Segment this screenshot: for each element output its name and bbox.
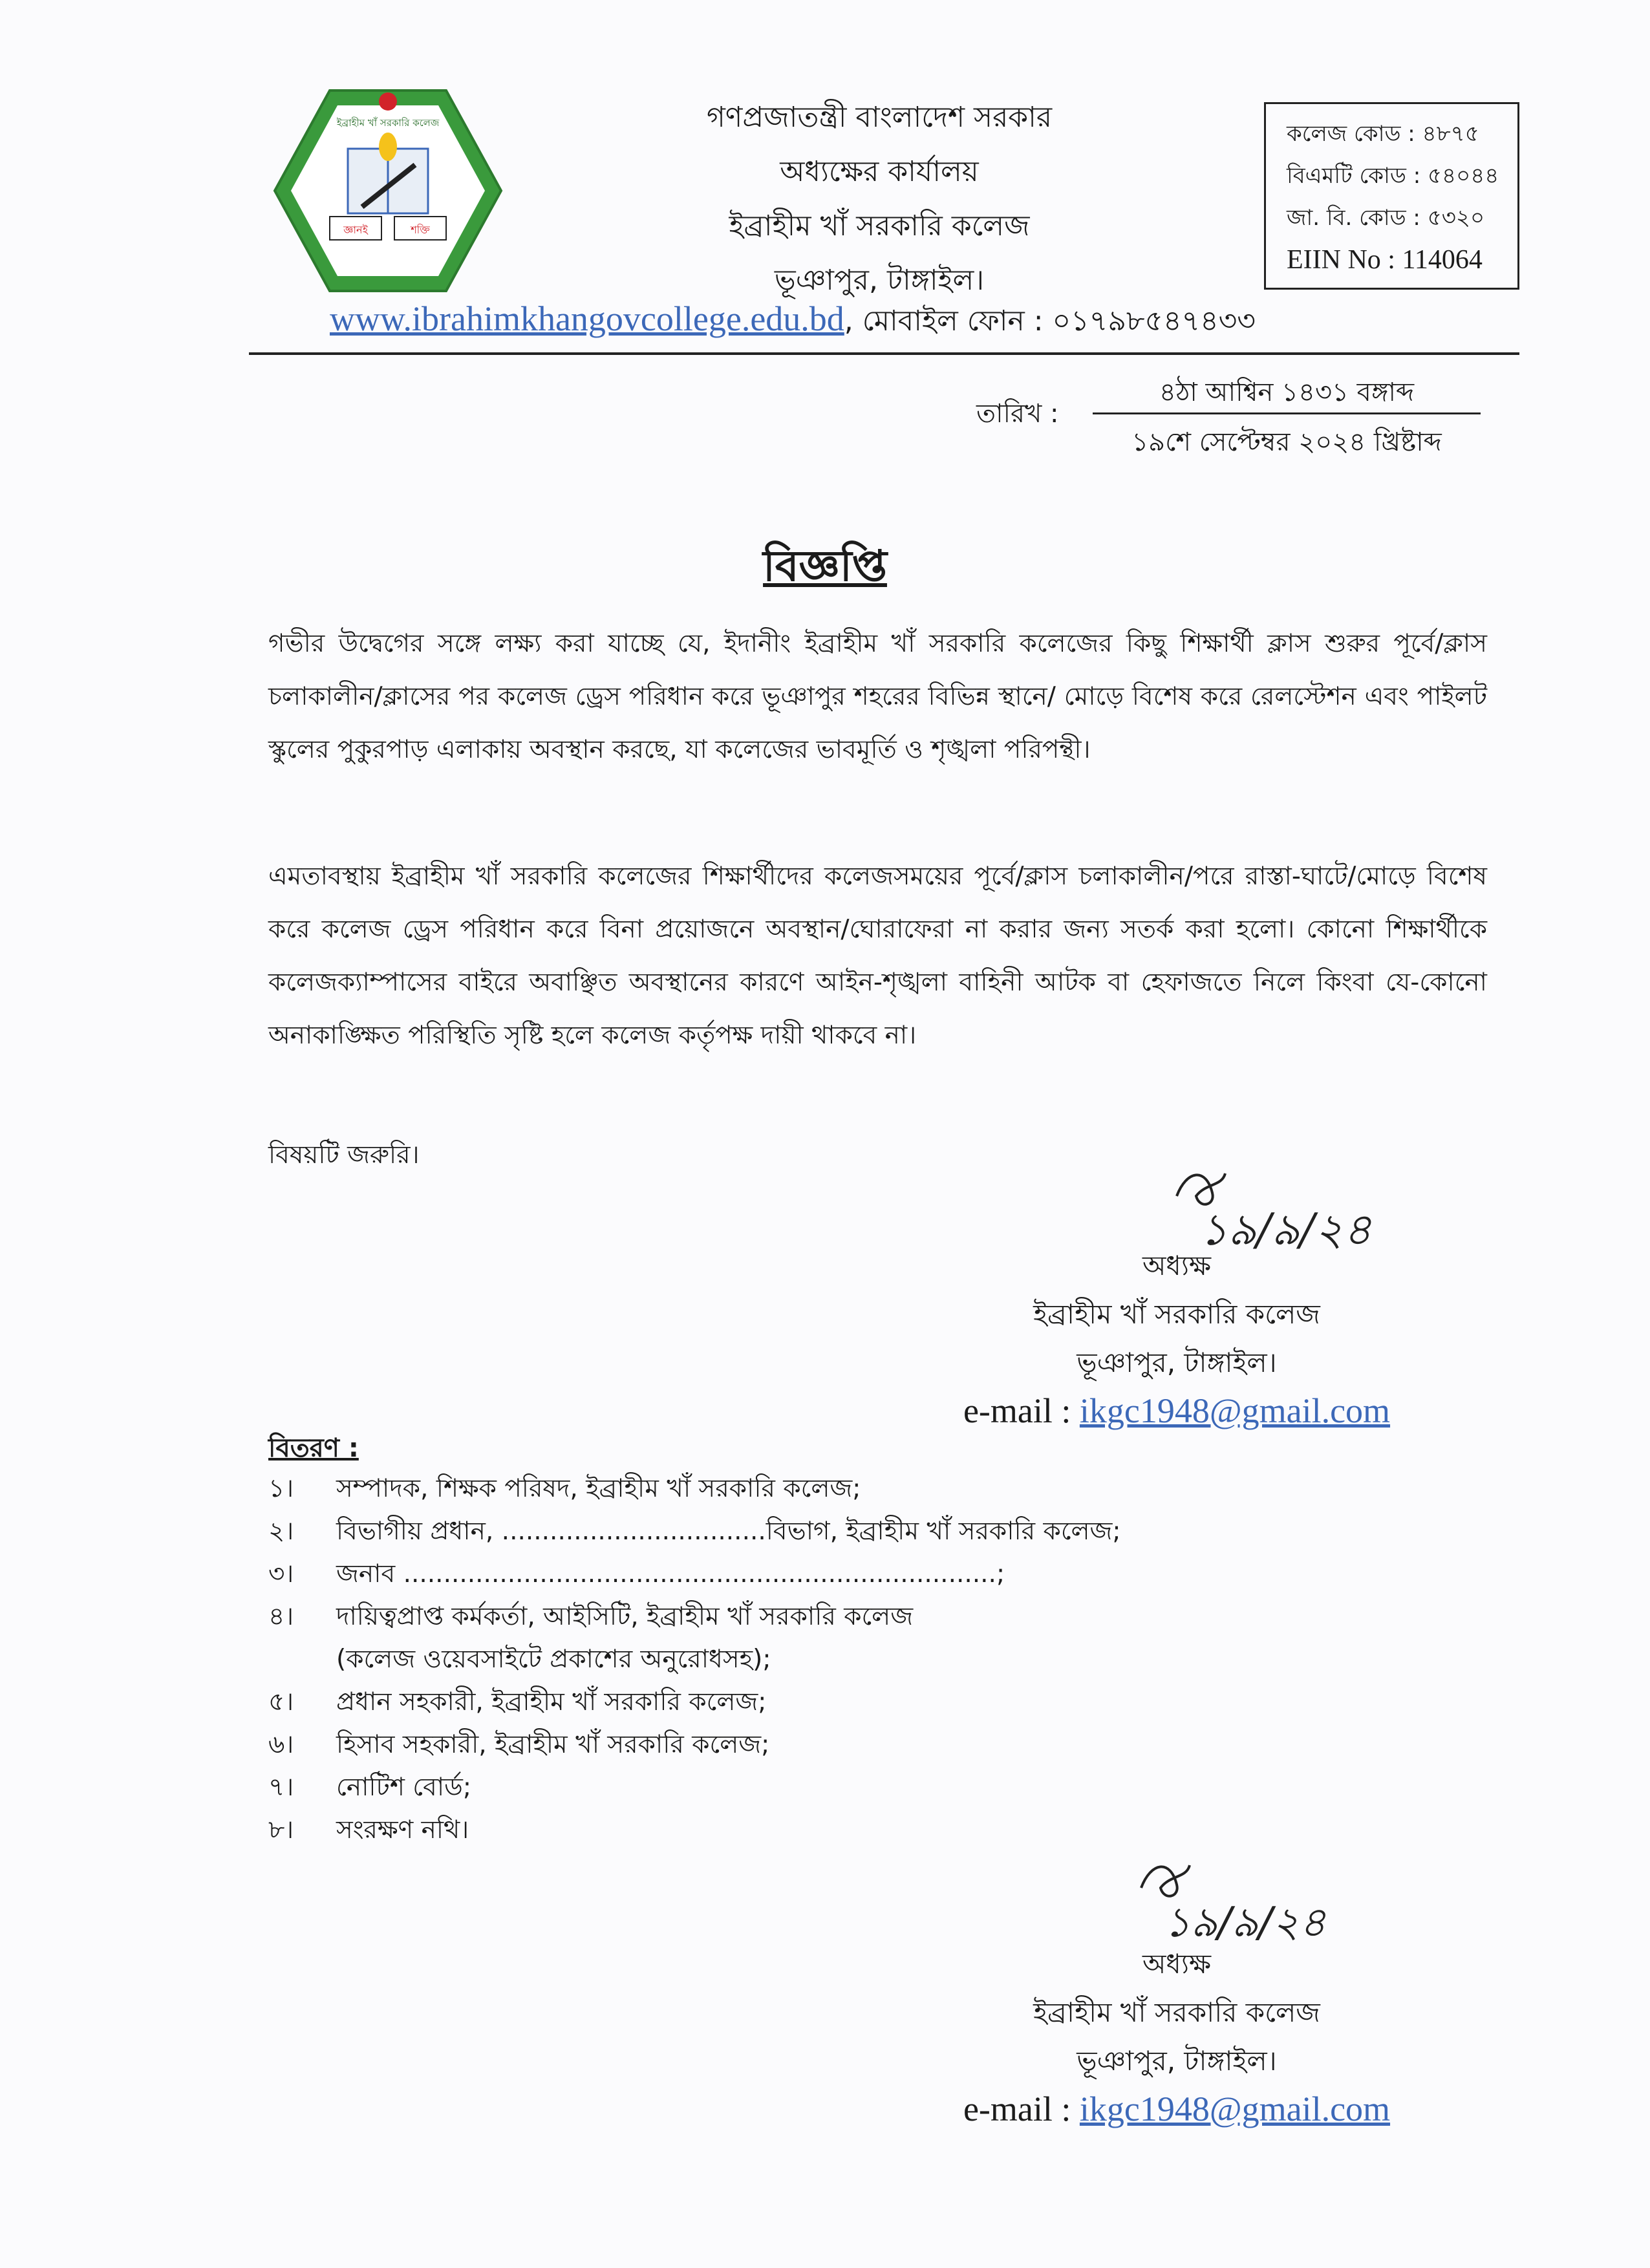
signatory-college: ইব্রাহীম খাঁ সরকারি কলেজ (1033, 1996, 1320, 2028)
list-item-text: প্রধান সহকারী, ইব্রাহীম খাঁ সরকারি কলেজ; (336, 1687, 767, 1717)
list-item-number: ৬। (268, 1730, 294, 1759)
signatory-address: ভূঞাপুর, টাঙ্গাইল। (1077, 2045, 1277, 2077)
list-item-text: সংরক্ষণ নথি। (336, 1815, 469, 1845)
signatory-designation: অধ্যক্ষ (1142, 1250, 1212, 1281)
bmt-code: বিএমটি কোড : ৫৪০৪৪ (1287, 163, 1499, 189)
list-item (268, 1596, 1367, 1638)
header-line-1: গণপ্রজাতন্ত্রী বাংলাদেশ সরকার (706, 101, 1053, 134)
distribution-list (268, 1468, 1367, 1852)
list-item (268, 1724, 1367, 1766)
college-logo (272, 87, 504, 294)
list-item-text: জনাব ..........................................................................; (336, 1559, 1005, 1589)
notice-paragraph-1: গভীর উদ্বেগের সঙ্গে লক্ষ্য করা যাচ্ছে যে, ইদানীং ইব্রাহীম খাঁ সরকারি কলেজের কিছু শিক্ষার্থী ক্লাস শুরুর পূর্বে/ক্লাস চলাকালীন/ক্লাসের পর কলেজ ড্রেস পরিধান করে ভূঞাপুর শহরের বিভিন্ন স্থানে/ মোড়ে বিশেষ করে রেলস্টেশন এবং পাইলট স্কুলের পুকুরপাড় এলাকায় অবস্থান করছে, যা কলেজের ভাবমূর্তি ও শৃঙ্খলা পরিপন্থী। (268, 629, 1487, 764)
signatory-college: ইব্রাহীম খাঁ সরকারি কলেজ (1033, 1298, 1320, 1330)
signatory-block-1 (886, 1241, 1468, 1435)
list-item (268, 1766, 1367, 1809)
list-item-number: ৮। (268, 1815, 294, 1845)
office-header (614, 91, 1144, 308)
header-line-4: ভূঞাপুর, টাঙ্গাইল। (774, 264, 985, 297)
logo-word-left: জ্ঞানই (343, 224, 368, 236)
date-english: ১৯শে সেপ্টেম্বর ২০২৪ খ্রিষ্টাব্দ (1131, 427, 1442, 457)
list-item-number (268, 1638, 336, 1681)
email-link[interactable]: ikgc1948@gmail.com (1079, 1391, 1391, 1430)
signature-2 (1125, 1849, 1384, 1946)
website-link[interactable]: www.ibrahimkhangovcollege.edu.bd (330, 299, 844, 338)
college-codes-box (1264, 102, 1519, 290)
signatory-block-2 (886, 1940, 1468, 2134)
header-line-3: ইব্রাহীম খাঁ সরকারি কলেজ (729, 209, 1030, 242)
list-item-text: হিসাব সহকারী, ইব্রাহীম খাঁ সরকারি কলেজ; (336, 1730, 770, 1759)
list-item-text: নোটিশ বোর্ড; (336, 1773, 471, 1802)
list-item-text: (কলেজ ওয়েবসাইটে প্রকাশের অনুরোধসহ); (336, 1645, 771, 1674)
logo-word-right: শক্তি (411, 224, 430, 236)
flower-icon (379, 92, 397, 111)
notice-title: বিজ্ঞপ্তি (763, 541, 887, 591)
logo-established: স্থাপিত-১৯৪৮ (360, 262, 416, 274)
list-item-number: ২। (268, 1517, 294, 1546)
contact-line (330, 299, 1256, 347)
header-divider (249, 352, 1519, 355)
list-item-text: বিভাগীয় প্রধান, .................................বিভাগ, ইব্রাহীম খাঁ সরকারি কলেজ; (336, 1517, 1121, 1546)
list-item-number: ৭। (268, 1773, 294, 1802)
nu-code: জা. বি. কোড : ৫৩২০ (1287, 205, 1485, 231)
list-item (268, 1468, 1367, 1510)
urgent-note: বিষয়টি জরুরি। (268, 1140, 420, 1170)
list-item-number: ৫। (268, 1687, 294, 1717)
list-item-text: দায়িত্বপ্রাপ্ত কর্মকর্তা, আইসিটি, ইব্রাহীম খাঁ সরকারি কলেজ (336, 1602, 914, 1631)
date-bangla: ৪ঠা আশ্বিন ১৪৩১ বঙ্গাব্দ (1159, 378, 1415, 407)
date-label: তারিখ : (976, 399, 1059, 429)
mobile-number: , মোবাইল ফোন : ০১৭৯৮৫৪৭৪৩৩ (844, 305, 1256, 337)
list-item-number: ১। (268, 1474, 294, 1503)
header-line-2: অধ্যক্ষের কার্যালয় (780, 155, 979, 188)
signatory-designation: অধ্যক্ষ (1142, 1948, 1212, 1980)
notice-paragraph-2: এমতাবস্থায় ইব্রাহীম খাঁ সরকারি কলেজের শিক্ষার্থীদের কলেজসময়ের পূর্বে/ক্লাস চলাকালীন/পরে রাস্তা-ঘাটে/মোড়ে বিশেষ করে কলেজ ড্রেস পরিধান করে বিনা প্রয়োজনে অবস্থান/ঘোরাফেরা না করার জন্য সতর্ক করা হলো। কোনো শিক্ষার্থীকে কলেজক্যাম্পাসের বাইরে অবাঞ্ছিত অবস্থানের কারণে আইন-শৃঙ্খলা বাহিনী আটক বা হেফাজতে নিলে কিংবা যে-কোনো অনাকাঙ্ক্ষিত পরিস্থিতি সৃষ্টি হলে কলেজ কর্তৃপক্ষ দায়ী থাকবে না। (268, 862, 1487, 1050)
date-divider (1093, 412, 1481, 414)
signature-2-mark: ১৯/৯/২৪ (1164, 1899, 1326, 1946)
email-label: e-mail : (963, 1391, 1080, 1430)
distribution-title: বিতরণ : (268, 1433, 359, 1463)
email-link[interactable]: ikgc1948@gmail.com (1079, 2090, 1391, 2128)
list-item (268, 1510, 1367, 1553)
list-item (268, 1553, 1367, 1596)
signatory-email-line (886, 2085, 1468, 2134)
signatory-address: ভূঞাপুর, টাঙ্গাইল। (1077, 1347, 1277, 1378)
signatory-email-line (886, 1387, 1468, 1435)
list-item-number: ৩। (268, 1559, 294, 1589)
list-item (268, 1638, 1367, 1681)
email-label: e-mail : (963, 2090, 1080, 2128)
flame-icon (379, 133, 397, 161)
college-code: কলেজ কোড : ৪৮৭৫ (1287, 121, 1479, 147)
signature-1 (1161, 1157, 1419, 1254)
logo-arc-text: ইব্রাহীম খাঁ সরকারি কলেজ (336, 117, 440, 129)
list-item (268, 1809, 1367, 1852)
eiin-number: EIIN No : 114064 (1287, 245, 1483, 275)
list-item-text: সম্পাদক, শিক্ষক পরিষদ, ইব্রাহীম খাঁ সরকারি কলেজ; (336, 1474, 861, 1503)
list-item (268, 1681, 1367, 1724)
signature-1-mark: ১৯/৯/২৪ (1199, 1204, 1372, 1254)
list-item-number: ৪। (268, 1602, 294, 1631)
